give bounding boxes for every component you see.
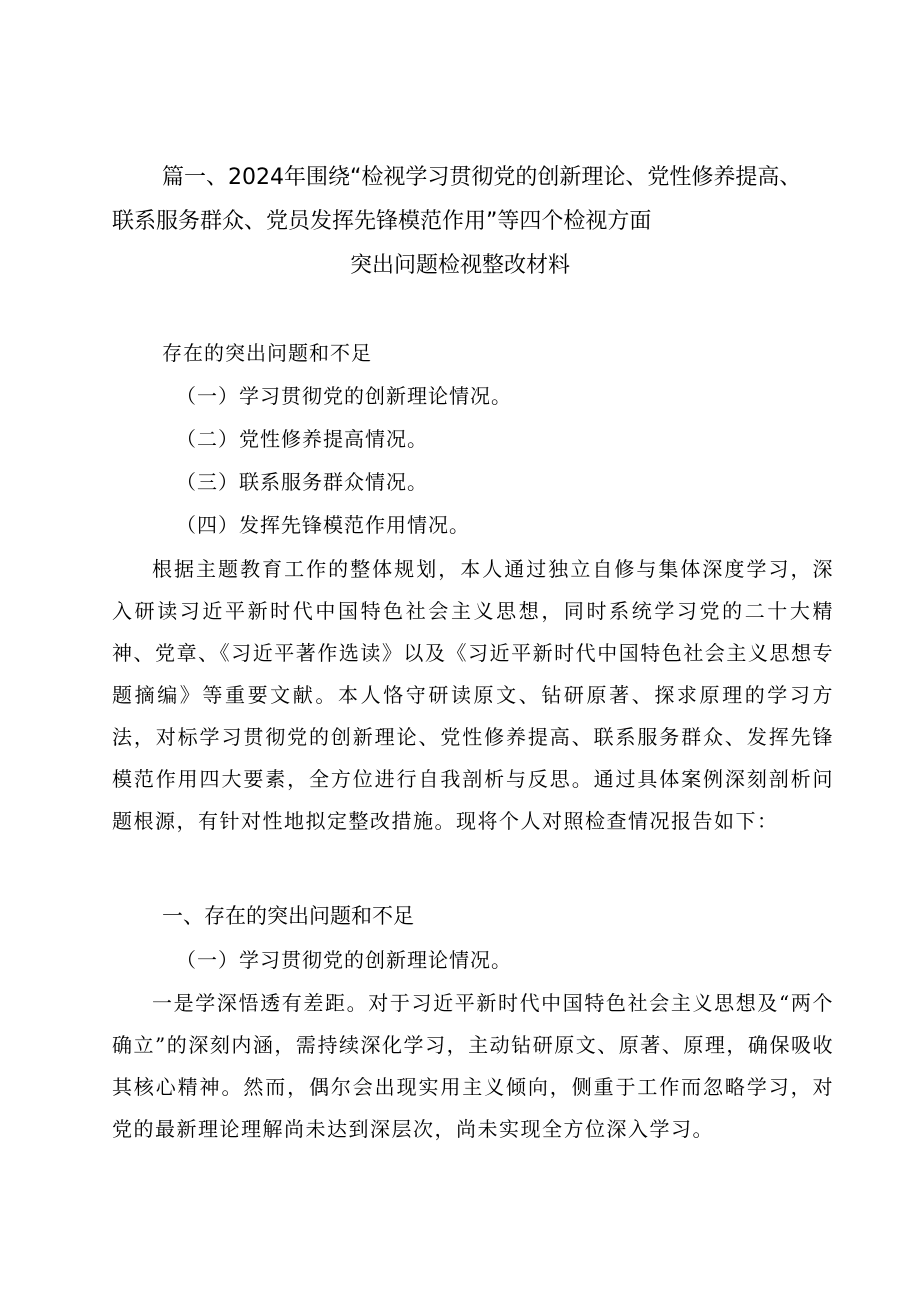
document-title-line-2: 联系服务群众、党员发挥先锋模范作用”等四个检视方面 bbox=[112, 209, 652, 234]
document-title-line-3: 突出问题检视整改材料 bbox=[349, 253, 570, 278]
intro-item-1: （一）学习贯彻党的创新理论情况。 bbox=[176, 384, 512, 408]
intro-item-3: （三）联系服务群众情况。 bbox=[176, 470, 428, 494]
intro-item-4: （四）发挥先锋模范作用情况。 bbox=[176, 513, 470, 537]
section-1-heading: 一、存在的突出问题和不足 bbox=[162, 904, 414, 928]
intro-heading: 存在的突出问题和不足 bbox=[162, 341, 372, 365]
intro-item-2: （二）党性修养提高情况。 bbox=[176, 427, 428, 451]
document-title-line-1: 篇一、2024年围绕“检视学习贯彻党的创新理论、党性修养提高、 bbox=[162, 165, 802, 190]
paragraph-learning-gap: 一是学深悟透有差距。对于习近平新时代中国特色社会主义思想及“两个确立”的深刻内涵，需持续深化学习，主动钻研原文、原著、原理，确保吸收其核心精神。然而，偶尔会出现实用主义倾向，侧重于工作而忽略学习，对党的最新理论理解尚未达到深层次，尚未实现全方位深入学习。 bbox=[112, 991, 834, 1141]
paragraph-overview: 根据主题教育工作的整体规划，本人通过独立自修与集体深度学习，深入研读习近平新时代中国特色社会主义思想，同时系统学习党的二十大精神、党章、《习近平著作选读》以及《习近平新时代中国特色社会主义思想专题摘编》等重要文献。本人恪守研读原文、钻研原著、探求原理的学习方法，对标学习贯彻党的创新理论、党性修养提高、联系服务群众、发挥先锋模范作用四大要素，全方位进行自我剖析与反思。通过具体案例深刻剖析问题根源，有针对性地拟定整改措施。现将个人对照检查情况报告如下： bbox=[112, 557, 834, 833]
section-1-subheading: （一）学习贯彻党的创新理论情况。 bbox=[176, 948, 512, 972]
